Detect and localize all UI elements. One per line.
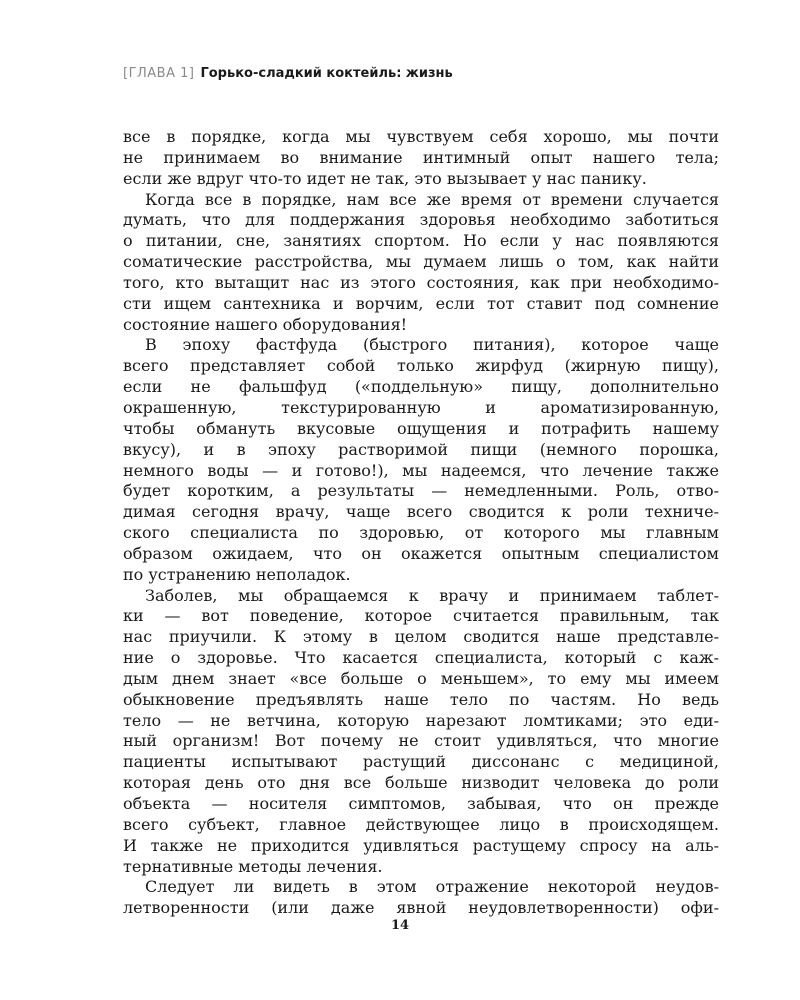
text-line: димая сегодня врачу, чаще всего сводится к роли техниче-	[123, 502, 719, 522]
text-line: объекта — носителя симптомов, забывая, что он прежде	[123, 794, 719, 813]
text-line: чтобы обмануть вкусовые ощущения и потрафить нашему	[123, 418, 719, 438]
text-line: нас приучили. К этому в целом сводится наше представле-	[123, 627, 719, 647]
text-line: ки — вот поведение, которое считается правильным, так	[123, 606, 719, 626]
text-line: летворенности (или даже явной неудовлетворенности) офи-	[123, 898, 719, 918]
text-line: вкусу), и в эпоху растворимой пищи (немного порошка,	[123, 439, 719, 459]
text-line: состояние нашего оборудования!	[123, 314, 408, 334]
text-line: всего представляет собой только жирфуд (жирную пищу),	[123, 356, 719, 376]
text-line: всего субъект, главное действующее лицо в происходящем.	[123, 814, 719, 834]
text-line: соматические расстройства, мы думаем лишь о том, как найти	[123, 252, 719, 272]
text-line: того, кто вытащит нас из этого состояния, как при необходимо-	[123, 272, 719, 292]
text-line: И также не приходится удивляться растущему спросу на аль-	[123, 835, 719, 855]
text-line: тело — не ветчина, которую нарезают ломтиками; это еди-	[123, 710, 719, 730]
page-number: 14	[390, 918, 410, 933]
text-line: все в порядке, когда мы чувствуем себя хорошо, мы почти	[123, 127, 719, 146]
text-line: Когда все в порядке, нам все же время от времени случается	[145, 189, 719, 209]
text-line: если же вдруг что-то идет не так, это вызывает у нас панику.	[123, 168, 647, 188]
text-line: если не фальшфуд («поддельную» пищу, дополнительно	[123, 377, 719, 397]
text-line: не принимаем во внимание интимный опыт нашего тела;	[123, 147, 719, 167]
chapter-title: Горько-сладкий коктейль: жизнь	[200, 66, 453, 81]
text-line: немного воды — и готово!), мы надеемся, что лечение также	[123, 460, 719, 480]
text-line: тернативные методы лечения.	[123, 856, 383, 876]
text-line: о питании, сне, занятиях спортом. Но если у нас появляются	[123, 231, 719, 251]
text-line: по устранению неполадок.	[123, 564, 351, 584]
chapter-label: [ГЛАВА 1]	[123, 66, 195, 81]
text-line: пациенты испытывают растущий диссонанс с медициной,	[123, 752, 719, 772]
text-line: Следует ли видеть в этом отражение некоторой неудов-	[145, 877, 719, 897]
text-line: ского специалиста по здоровью, от которого мы главным	[123, 523, 719, 543]
text-line: ный организм! Вот почему не стоит удивляться, что многие	[123, 731, 719, 751]
text-line: будет коротким, а результаты — немедленными. Роль, отво-	[123, 481, 719, 501]
text-line: ние о здоровье. Что касается специалиста, который с каж-	[123, 648, 719, 668]
text-line: сти ищем сантехника и ворчим, если тот ставит под сомнение	[123, 293, 719, 313]
running-head	[123, 66, 453, 81]
text-line: В эпоху фастфуда (быстрого питания), которое чаще	[145, 335, 719, 355]
text-line: образом ожидаем, что он окажется опытным специалистом	[123, 543, 719, 563]
body-text	[123, 127, 719, 919]
text-line: думать, что для поддержания здоровья необходимо заботиться	[123, 210, 719, 230]
text-line: обыкновение предъявлять наше тело по частям. Но ведь	[123, 689, 719, 709]
text-line: окрашенную, текстурированную и ароматизированную,	[123, 397, 719, 417]
text-line: которая день ото дня все больше низводит человека до роли	[123, 773, 719, 793]
text-line: дым днем знает «все больше о меньшем», то ему мы имеем	[123, 668, 719, 688]
text-line: Заболев, мы обращаемся к врачу и принимаем таблет-	[145, 585, 719, 605]
